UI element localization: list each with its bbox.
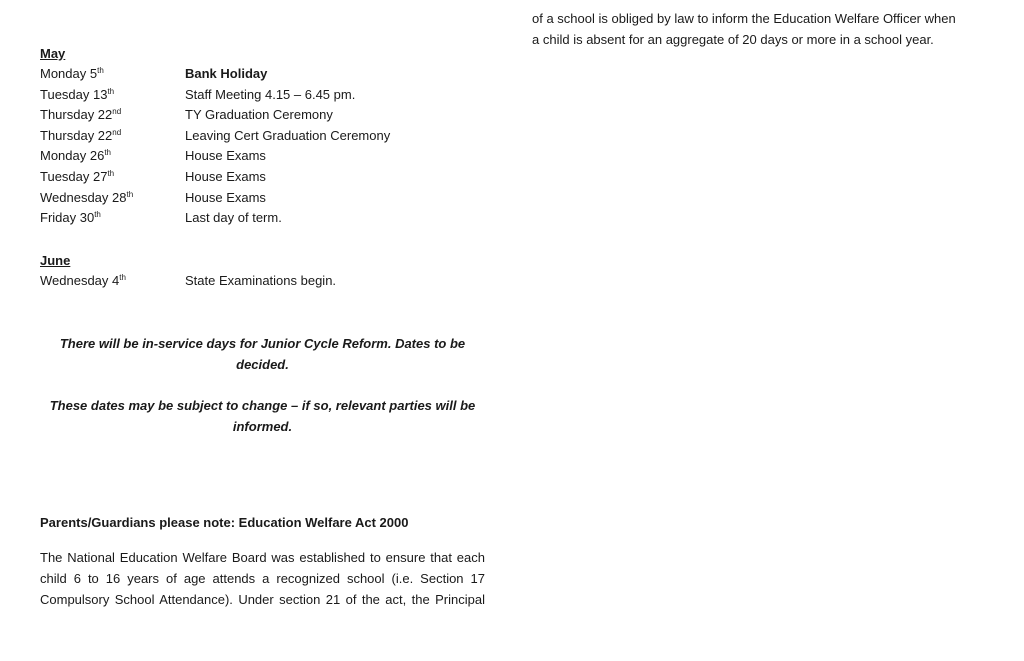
calendar-date: Wednesday 4th xyxy=(40,273,126,288)
calendar-date: Tuesday 13th xyxy=(40,86,115,102)
month-heading-may: May xyxy=(40,46,66,61)
calendar-row xyxy=(40,85,485,106)
calendar-event: Staff Meeting 4.15 – 6.45 pm. xyxy=(185,86,356,102)
calendar-event: Leaving Cert Graduation Ceremony xyxy=(185,127,391,143)
subject-to-change-notice: These dates may be subject to change – if so, relevant parties will be informed. xyxy=(49,398,476,434)
calendar-event: TY Graduation Ceremony xyxy=(185,107,333,123)
calendar-date: Thursday 22nd xyxy=(40,127,122,143)
calendar-date: Monday 26th xyxy=(40,148,111,164)
calendar-row xyxy=(40,167,485,188)
calendar-row xyxy=(40,105,485,126)
month-heading-june: June xyxy=(40,253,71,268)
calendar-date: Monday 5th xyxy=(40,66,104,81)
calendar-event: House Exams xyxy=(185,189,266,205)
welfare-paragraph: The National Education Welfare Board was established to ensure that each child 6 to 16 years of age attends a recognized school (i.e. Section 17 Compulsory School Attendance). Under section 21 of the act, the Principal xyxy=(40,550,485,607)
calendar-row xyxy=(40,188,485,209)
calendar-date: Thursday 22nd xyxy=(40,107,122,123)
in-service-notice: There will be in-service days for Junior Cycle Reform. Dates to be decided. xyxy=(59,336,466,372)
calendar-row xyxy=(40,271,485,292)
calendar-event: Bank Holiday xyxy=(185,66,268,81)
calendar-date: Wednesday 28th xyxy=(40,189,134,205)
calendar-date: Tuesday 27th xyxy=(40,169,115,184)
calendar-event: State Examinations begin. xyxy=(185,273,337,288)
calendar-row xyxy=(40,146,485,167)
calendar-date: Friday 30th xyxy=(40,210,101,226)
calendar-row xyxy=(40,64,485,85)
calendar-row xyxy=(40,208,485,229)
calendar-row xyxy=(40,126,485,147)
calendar-event: Last day of term. xyxy=(185,210,282,226)
calendar-event: House Exams xyxy=(185,169,266,184)
welfare-act-heading: Parents/Guardians please note: Education Welfare Act 2000 xyxy=(40,515,409,530)
calendar-event: House Exams xyxy=(185,148,266,164)
right-column-continued-text: of a school is obliged by law to inform the Education Welfare Officer when a child is absent for an aggregate of 20 days or more in a school year. xyxy=(532,11,956,47)
